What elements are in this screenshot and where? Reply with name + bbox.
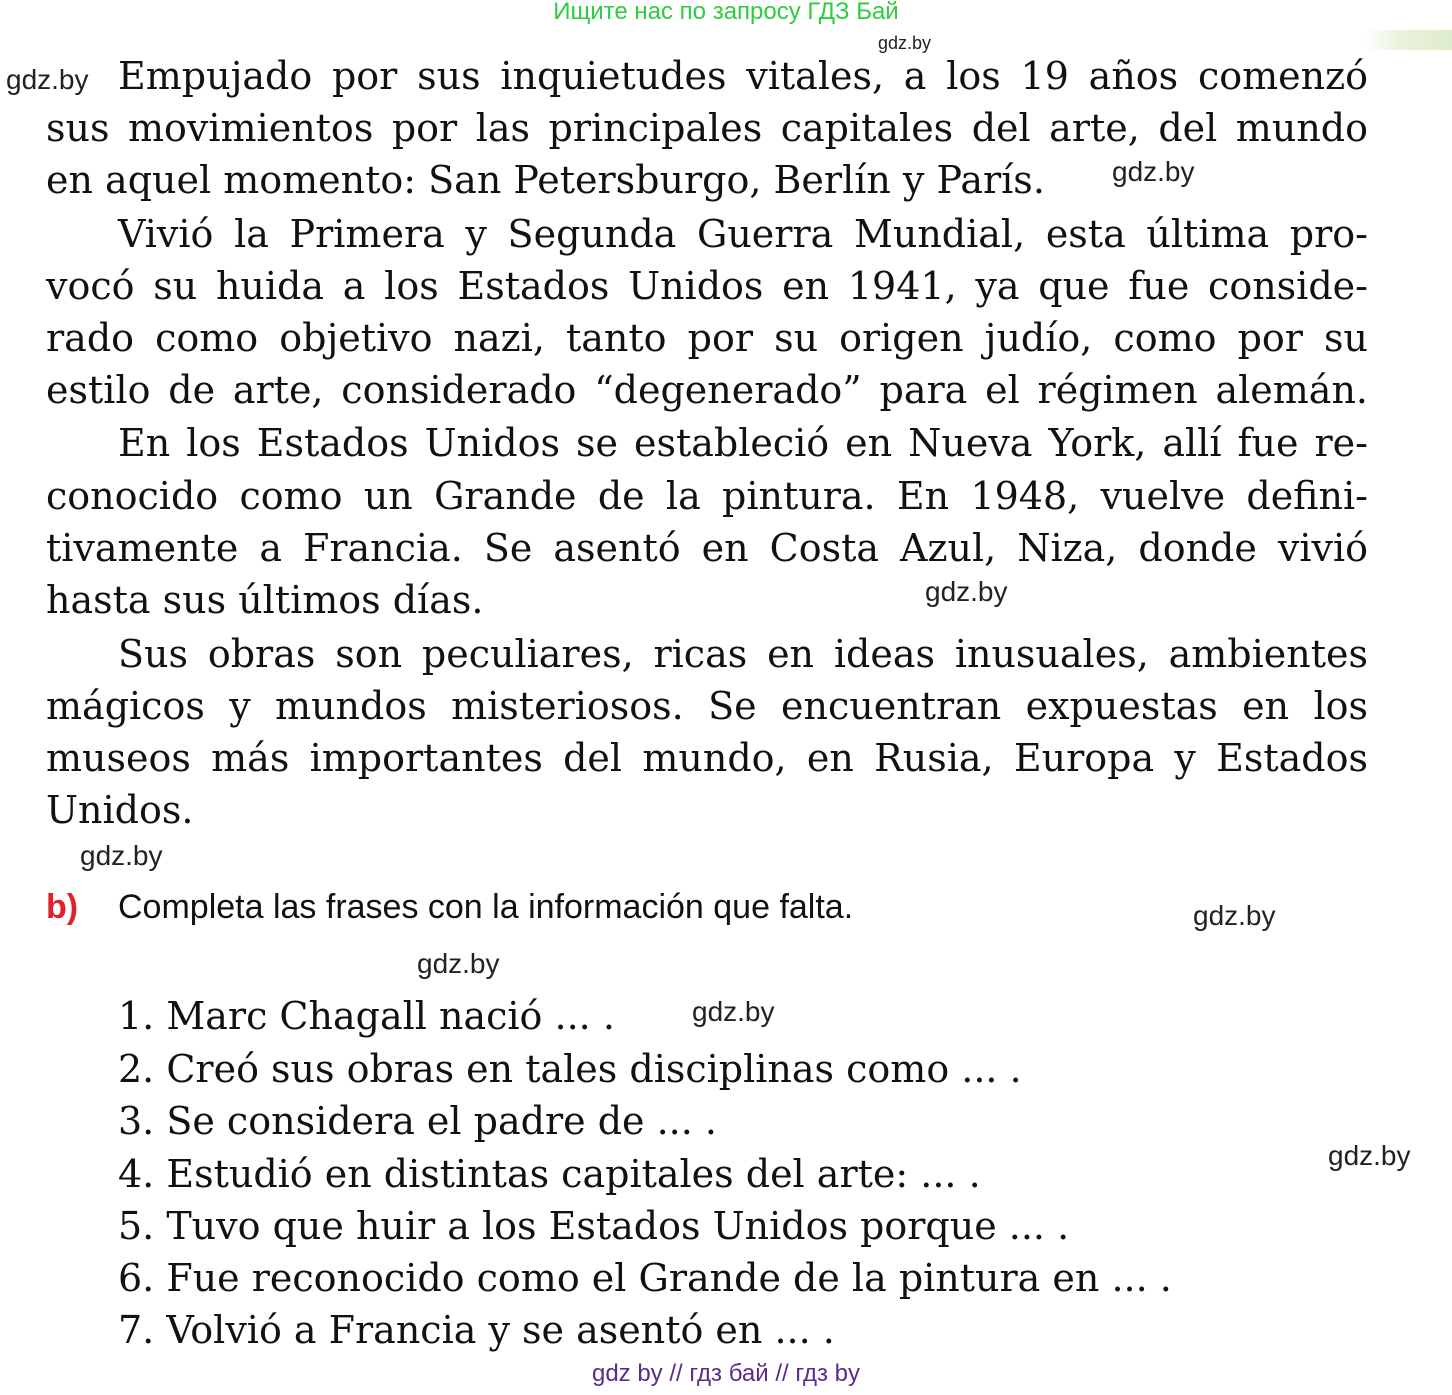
top-banner: Ищите нас по запросу ГДЗ Бай — [553, 0, 899, 25]
footer-watermark: gdz by // гдз бай // гдз by — [591, 1360, 861, 1387]
watermark: gdz.by — [417, 948, 500, 979]
text-line: conocido como un Grande de la pintura. En 1948, vuelve defini- — [46, 474, 1368, 518]
text-line: sus movimientos por las principales capitales del arte, del mundo — [46, 106, 1368, 150]
text-line: vocó su huida a los Estados Unidos en 1941, ya que fue conside- — [46, 264, 1368, 308]
list-item: 5. Tuvo que huir a los Estados Unidos porque ... . — [118, 1204, 1070, 1248]
watermark: gdz.by — [1193, 900, 1276, 931]
text-line: tivamente a Francia. Se asentó en Costa Azul, Niza, donde vivió — [46, 526, 1368, 570]
text-line: hasta sus últimos días. — [46, 578, 484, 622]
list-item: 4. Estudió en distintas capitales del arte: ... . — [118, 1152, 981, 1196]
text-line: Sus obras son peculiares, ricas en ideas inusuales, ambientes — [118, 632, 1368, 676]
watermark-left: gdz.by — [6, 64, 89, 95]
task-instruction: Completa las frases con la información que falta. — [118, 888, 854, 926]
text-line: en aquel momento: San Petersburgo, Berlín y París. — [46, 158, 1045, 202]
watermark: gdz.by — [1328, 1140, 1411, 1171]
watermark: gdz.by — [925, 576, 1008, 607]
text-line: rado como objetivo nazi, tanto por su origen judío, como por su — [46, 316, 1368, 360]
list-item: 3. Se considera el padre de ... . — [118, 1099, 717, 1143]
text-line: Vivió la Primera y Segunda Guerra Mundial, esta última pro- — [118, 212, 1368, 256]
text-line: estilo de arte, considerado “degenerado” para el régimen alemán. — [46, 368, 1368, 412]
decorative-bar — [1365, 30, 1452, 50]
watermark-top: gdz.by — [878, 33, 932, 53]
list-item: 2. Creó sus obras en tales disciplinas como ... . — [118, 1047, 1022, 1091]
watermark: gdz.by — [80, 840, 163, 871]
text-line: Empujado por sus inquietudes vitales, a los 19 años comenzó — [118, 54, 1368, 98]
list-item: 7. Volvió a Francia y se asentó en ... . — [118, 1308, 835, 1352]
watermark: gdz.by — [692, 996, 775, 1027]
text-line: museos más importantes del mundo, en Rusia, Europa y Estados — [46, 736, 1368, 780]
text-line: mágicos y mundos misteriosos. Se encuentran expuestas en los — [46, 684, 1368, 728]
text-line: En los Estados Unidos se estableció en Nueva York, allí fue re- — [118, 421, 1368, 465]
text-line: Unidos. — [46, 788, 194, 832]
watermark: gdz.by — [1112, 156, 1195, 187]
list-item: 6. Fue reconocido como el Grande de la pintura en ... . — [118, 1256, 1172, 1300]
list-item: 1. Marc Chagall nació ... . — [118, 994, 615, 1038]
task-letter: b) — [46, 888, 79, 926]
